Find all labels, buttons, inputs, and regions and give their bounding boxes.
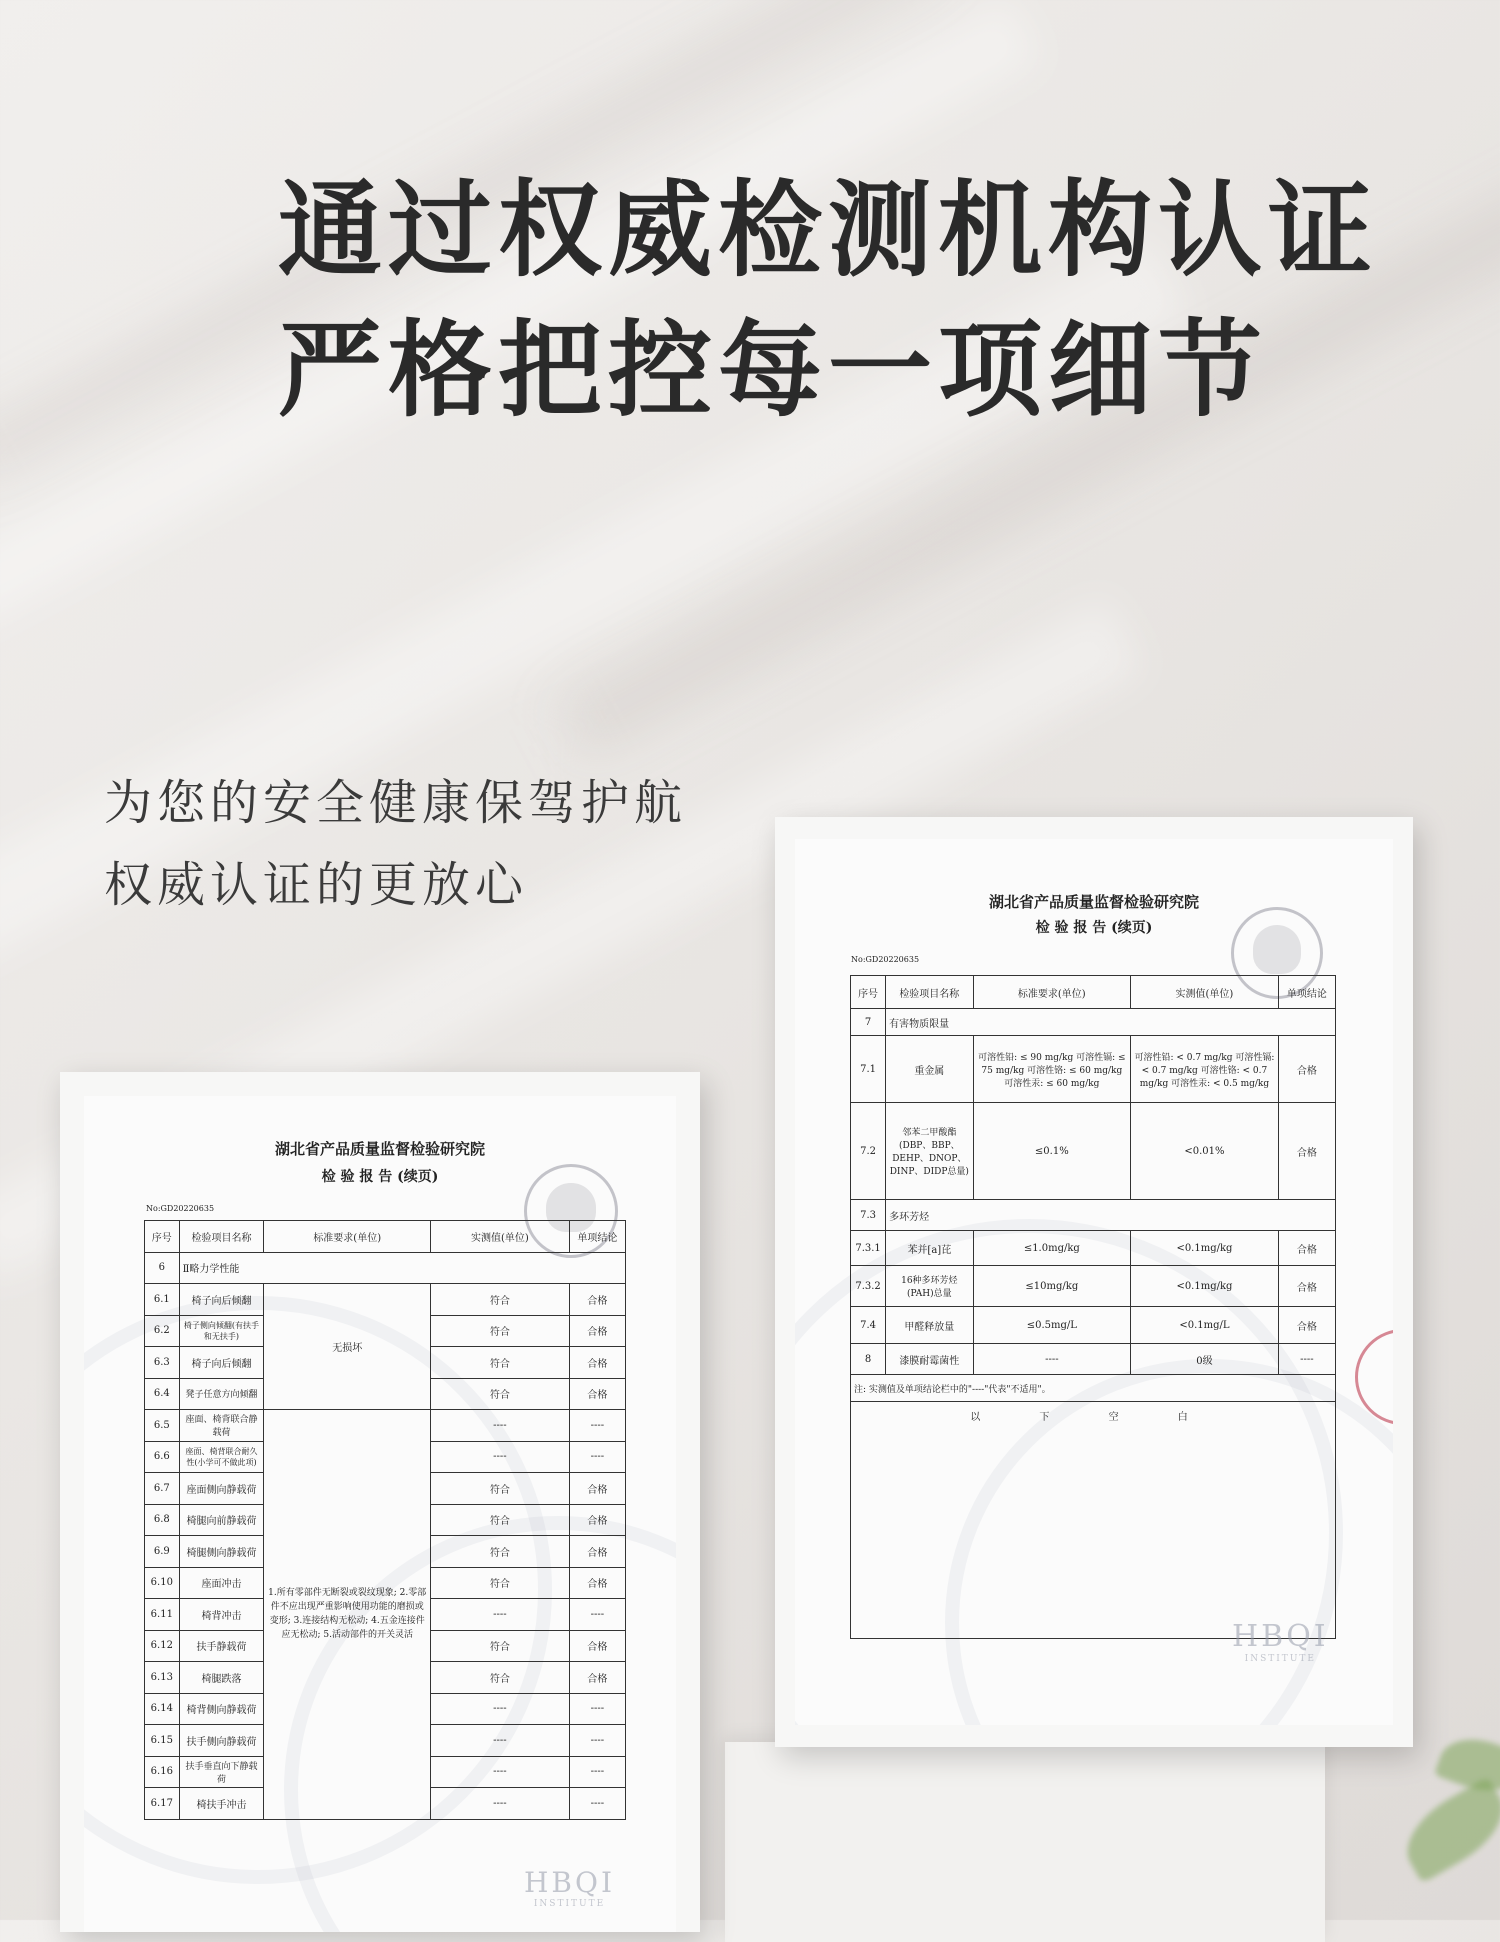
table-row: 7.3 多环芳烃 <box>851 1200 1336 1231</box>
column-header: 检验项目名称 <box>886 976 973 1009</box>
table-row: 6.5 座面、椅背联合静载荷 1.所有零部件无断裂或裂纹现象; 2.零部件不应出现严重影响使用功能的磨损或变形; 3.连接结构无松动; 4.五金连接件应无松动; 5.活动部件的开关灵活 ---- ---- <box>145 1410 626 1442</box>
table-row: 6.13 椅腿跌落 符合 合格 <box>145 1662 626 1694</box>
blank-marker: 以 下 空 白 <box>970 1412 1216 1423</box>
table-row: 6.7 座面侧向静载荷 符合 合格 <box>145 1473 626 1505</box>
headline-line-1: 通过权威检测机构认证 <box>278 169 1379 291</box>
table-row: 6.9 椅腿侧向静载荷 符合 合格 <box>145 1536 626 1568</box>
subtitle <box>104 762 687 926</box>
headline <box>278 160 1378 440</box>
column-header: 单项结论 <box>569 1221 625 1253</box>
left-certificate-paper <box>84 1096 676 1932</box>
table-row: 6.11 椅背冲击 ---- ---- <box>145 1599 626 1631</box>
hbqi-watermark: HBQI INSTITUTE <box>1232 1619 1329 1664</box>
table-row: 6.1 椅子向后倾翻 无损坏 符合 合格 <box>145 1284 626 1316</box>
column-header: 检验项目名称 <box>179 1221 264 1253</box>
table-row: 6.8 椅腿向前静载荷 符合 合格 <box>145 1504 626 1536</box>
right-report-table <box>850 975 1336 1639</box>
table-row: 7 有害物质限量 <box>851 1009 1336 1036</box>
column-header: 实测值(单位) <box>1131 976 1279 1009</box>
subtitle-line-2: 权威认证的更放心 <box>104 857 529 913</box>
right-certificate-frame <box>775 817 1413 1747</box>
column-header: 标准要求(单位) <box>973 976 1131 1009</box>
hbqi-watermark: HBQI INSTITUTE <box>524 1866 616 1909</box>
table-row: 6.12 扶手静载荷 符合 合格 <box>145 1630 626 1662</box>
report-title: 检 验 报 告 (续页) <box>1035 920 1153 936</box>
headline-line-2: 严格把控每一项细节 <box>278 309 1269 431</box>
institute-name: 湖北省产品质量监督检验研究院 <box>988 893 1199 911</box>
table-row: 6.3 椅子向后倾翻 符合 合格 <box>145 1347 626 1379</box>
plant-leaf <box>1392 1777 1500 1884</box>
left-certificate-frame <box>60 1072 700 1932</box>
column-header: 标准要求(单位) <box>264 1221 431 1253</box>
table-row: 8 漆膜耐霉菌性 ---- 0级 ---- <box>851 1344 1336 1375</box>
display-pedestal <box>725 1742 1325 1942</box>
table-row <box>851 1402 1336 1639</box>
table-row: 6.4 凳子任意方向倾翻 符合 合格 <box>145 1378 626 1410</box>
table-row: 7.1 重金属 可溶性铅: ≤ 90 mg/kg 可溶性镉: ≤ 75 mg/kg 可溶性铬: ≤ 60 mg/kg 可溶性汞: ≤ 60 mg/kg 可溶性铅: < 0.7 mg/kg 可溶性镉: < 0.7 mg/kg 可溶性铬: < 0.7 mg/kg 可溶性汞: < 0.5 mg/kg 合格 <box>851 1036 1336 1103</box>
left-report-table <box>144 1220 626 1820</box>
column-header: 单项结论 <box>1278 976 1335 1009</box>
right-certificate-paper <box>795 839 1393 1725</box>
report-title: 检 验 报 告 (续页) <box>321 1169 439 1185</box>
table-row: 6.17 椅扶手冲击 ---- ---- <box>145 1788 626 1820</box>
table-row: 6 Ⅱ略力学性能 <box>145 1252 626 1284</box>
table-row: 注: 实测值及单项结论栏中的"----"代表"不适用"。 <box>851 1375 1336 1402</box>
column-header: 序号 <box>851 976 886 1009</box>
table-row: 7.3.1 苯并[a]芘 ≤1.0mg/kg <0.1mg/kg 合格 <box>851 1231 1336 1266</box>
table-row: 7.2 邻苯二甲酸酯(DBP、BBP、DEHP、DNOP、DINP、DIDP总量) ≤0.1% <0.01% 合格 <box>851 1103 1336 1200</box>
institute-name: 湖北省产品质量监督检验研究院 <box>274 1140 485 1158</box>
table-row: 7.3.2 16种多环芳烃(PAH)总量 ≤10mg/kg <0.1mg/kg 合格 <box>851 1266 1336 1307</box>
report-number: No:GD20220635 <box>146 1204 215 1213</box>
table-row: 6.14 椅背侧向静载荷 ---- ---- <box>145 1693 626 1725</box>
table-row: 6.6 座面、椅背联合耐久性(小学可不做此项) ---- ---- <box>145 1441 626 1473</box>
table-row: 6.15 扶手侧向静载荷 ---- ---- <box>145 1725 626 1757</box>
table-row: 6.16 扶手垂直向下静载荷 ---- ---- <box>145 1756 626 1788</box>
table-row: 6.2 椅子侧向倾翻(有扶手和无扶手) 符合 合格 <box>145 1315 626 1347</box>
column-header: 实测值(单位) <box>431 1221 570 1253</box>
table-row: 6.10 座面冲击 符合 合格 <box>145 1567 626 1599</box>
table-row: 7.4 甲醛释放量 ≤0.5mg/L <0.1mg/L 合格 <box>851 1307 1336 1344</box>
report-number: No:GD20220635 <box>851 955 920 964</box>
subtitle-line-1: 为您的安全健康保驾护航 <box>104 775 688 831</box>
column-header: 序号 <box>145 1221 180 1253</box>
